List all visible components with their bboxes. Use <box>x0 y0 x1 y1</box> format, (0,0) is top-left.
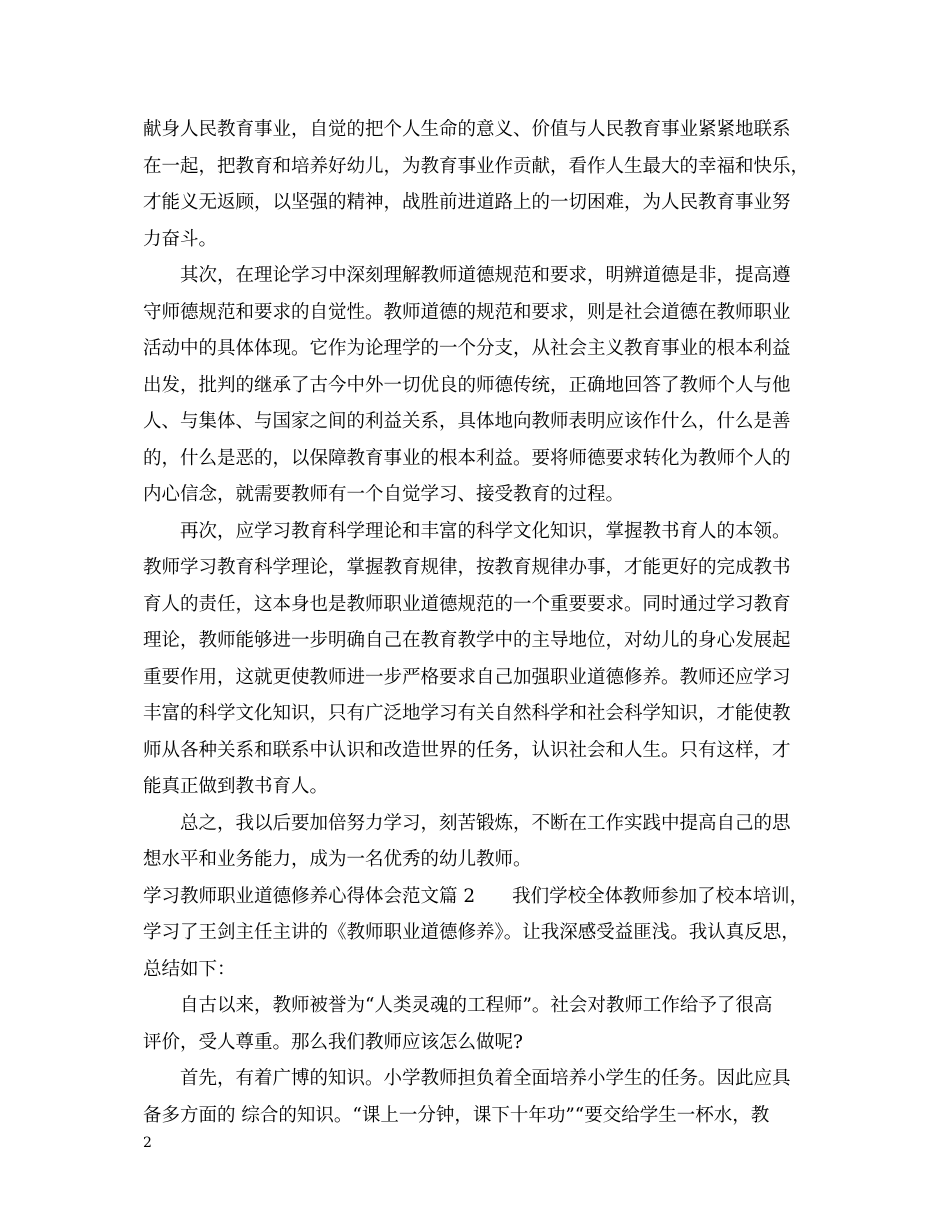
text-line: 再次，应学习教育科学理论和丰富的科学文化知识，掌握教书育人的本领。 <box>180 520 791 542</box>
text-line: 内心信念，就需要教师有一个自觉学习、接受教育的过程。 <box>143 484 625 505</box>
text-line: 首先，有着广博的知识。小学教师担负着全面培养小学生的任务。因此应具 <box>180 1068 791 1089</box>
text-line: 其次，在理论学习中深刻理解教师道德规范和要求，明辨道德是非，提高遵 <box>180 265 791 286</box>
text-line: 守师德规范和要求的自觉性。教师道德的规范和要求，则是社会道德在教师职业 <box>143 301 791 323</box>
text-line: 育人的责任，这本身也是教师职业道德规范的一个重要要求。同时通过学习教育 <box>143 593 791 615</box>
section-heading-line: 学习教师职业道德修养心得体会范文篇 2 我们学校全体教师参加了校本培训， <box>143 885 809 907</box>
text-line: 教师学习教育科学理论，掌握教育规律，按教育规律办事，才能更好的完成教书 <box>143 557 791 578</box>
text-line: 能真正做到教书育人。 <box>143 776 329 797</box>
text-line: 人、与集体、与国家之间的利益关系，具体地向教师表明应该作什么，什么是善 <box>143 411 791 432</box>
text-line: 学习了王剑主任主讲的《教师职业道德修养》。让我深感受益匪浅。我认真反思， <box>143 922 800 943</box>
text-line: 理论，教师能够进一步明确自己在教育教学中的主导地位，对幼儿的身心发展起 <box>143 630 791 651</box>
text-line: 评价，受人尊重。那么我们教师应该怎么做呢? <box>143 1031 523 1053</box>
text-line: 师从各种关系和联系中认识和改造世界的任务，认识社会和人生。只有这样，才 <box>143 739 791 761</box>
document-body <box>143 112 823 1134</box>
text-line: 重要作用，这就更使教师进一步严格要求自己加强职业道德修养。教师还应学习 <box>143 666 791 688</box>
text-line: 献身人民教育事业，自觉的把个人生命的意义、价值与人民教育事业紧紧地联系 <box>143 119 791 140</box>
text-line: 才能义无返顾，以坚强的精神，战胜前进道路上的一切困难，为人民教育事业努 <box>143 192 791 213</box>
text-line: 自古以来，教师被誉为“人类灵魂的工程师”。社会对教师工作给予了很高 <box>180 995 773 1016</box>
text-line: 总结如下： <box>143 958 236 980</box>
page-number: 2 <box>143 1135 152 1151</box>
text-line: 活动中的具体体现。它作为论理学的一个分支，从社会主义教育事业的根本利益 <box>143 338 791 359</box>
text-line: 丰富的科学文化知识，只有广泛地学习有关自然科学和社会科学知识，才能使教 <box>143 703 791 724</box>
text-line: 出发，批判的继承了古今中外一切优良的师德传统，正确地回答了教师个人与他 <box>143 374 791 396</box>
text-line: 在一起，把教育和培养好幼儿，为教育事业作贡献，看作人生最大的幸福和快乐， <box>143 155 810 177</box>
text-line: 的，什么是恶的，以保障教育事业的根本利益。要将师德要求转化为教师个人的 <box>143 447 791 469</box>
text-line: 总之，我以后要加倍努力学习，刻苦锻炼，不断在工作实践中提高自己的思 <box>180 812 791 834</box>
text-line: 备多方面的 综合的知识。“课上一分钟，课下十年功”“要交给学生一杯水，教 <box>143 1104 770 1126</box>
text-line: 想水平和业务能力，成为一名优秀的幼儿教师。 <box>143 849 532 870</box>
text-line: 力奋斗。 <box>143 228 218 250</box>
